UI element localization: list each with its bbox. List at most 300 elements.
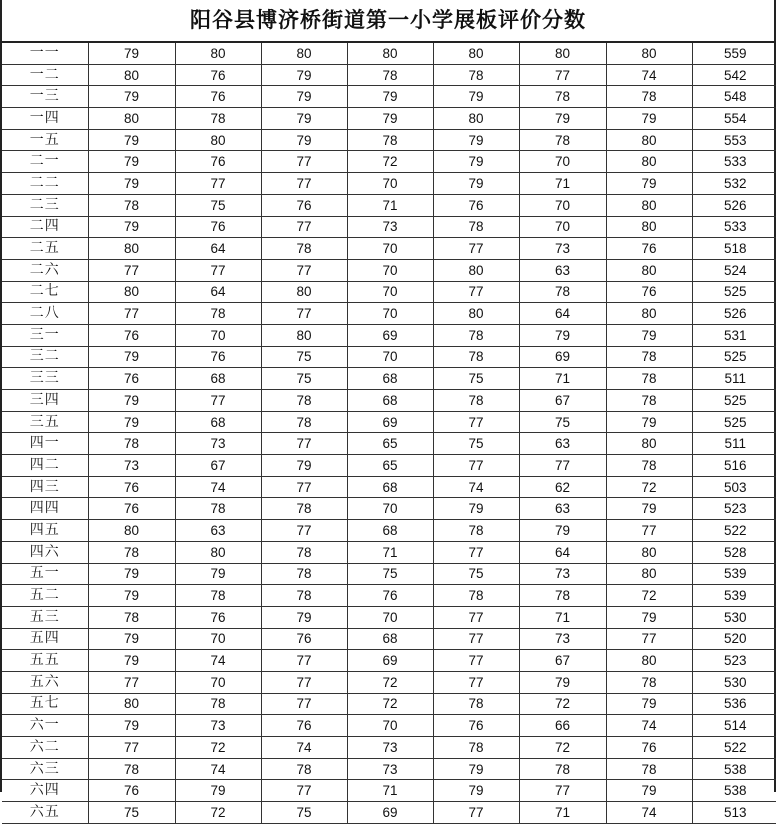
score-cell: 78: [519, 129, 606, 151]
score-cell: 78: [433, 520, 519, 542]
score-cell: 78: [261, 758, 347, 780]
table-row: [2, 411, 776, 433]
score-cell: 80: [88, 64, 175, 86]
score-cell: 74: [606, 64, 692, 86]
score-cell: 78: [519, 585, 606, 607]
table-row: [2, 43, 776, 64]
class-name-cell: 五六: [2, 671, 88, 693]
total-score-cell: 548: [692, 86, 776, 108]
class-name-cell: 二一: [2, 151, 88, 173]
total-score-cell: 559: [692, 43, 776, 64]
score-cell: 80: [433, 108, 519, 130]
score-cell: 74: [433, 476, 519, 498]
score-cell: 79: [88, 173, 175, 195]
score-cell: 72: [519, 737, 606, 759]
score-cell: 75: [261, 368, 347, 390]
total-score-cell: 530: [692, 606, 776, 628]
score-cell: 79: [88, 628, 175, 650]
score-cell: 79: [433, 498, 519, 520]
total-score-cell: 525: [692, 390, 776, 412]
score-cell: 79: [88, 86, 175, 108]
score-cell: 79: [606, 108, 692, 130]
table-row: [2, 585, 776, 607]
score-cell: 80: [433, 303, 519, 325]
score-cell: 69: [347, 324, 433, 346]
total-score-cell: 525: [692, 346, 776, 368]
table-row: [2, 758, 776, 780]
score-cell: 79: [606, 780, 692, 802]
score-cell: 79: [606, 498, 692, 520]
score-cell: 77: [261, 433, 347, 455]
total-score-cell: 554: [692, 108, 776, 130]
class-name-cell: 二二: [2, 173, 88, 195]
score-cell: 77: [261, 520, 347, 542]
table-row: [2, 541, 776, 563]
class-name-cell: 六三: [2, 758, 88, 780]
score-cell: 73: [347, 758, 433, 780]
score-cell: 70: [347, 238, 433, 260]
score-cell: 78: [175, 108, 261, 130]
class-name-cell: 四二: [2, 455, 88, 477]
score-cell: 70: [347, 281, 433, 303]
score-cell: 72: [519, 693, 606, 715]
score-cell: 79: [88, 411, 175, 433]
score-cell: 70: [347, 715, 433, 737]
score-cell: 77: [261, 693, 347, 715]
total-score-cell: 523: [692, 498, 776, 520]
class-name-cell: 三三: [2, 368, 88, 390]
score-cell: 80: [606, 650, 692, 672]
total-score-cell: 511: [692, 368, 776, 390]
score-cell: 80: [88, 281, 175, 303]
score-cell: 70: [175, 628, 261, 650]
table-row: [2, 129, 776, 151]
table-row: [2, 281, 776, 303]
table-row: [2, 780, 776, 802]
score-cell: 79: [88, 715, 175, 737]
score-cell: 78: [261, 238, 347, 260]
score-cell: 78: [175, 498, 261, 520]
score-cell: 77: [261, 476, 347, 498]
score-cell: 78: [175, 693, 261, 715]
class-name-cell: 一五: [2, 129, 88, 151]
score-cell: 78: [261, 411, 347, 433]
score-cell: 77: [433, 628, 519, 650]
table-row: [2, 173, 776, 195]
score-cell: 79: [606, 606, 692, 628]
score-cell: 78: [88, 606, 175, 628]
score-cell: 77: [433, 238, 519, 260]
score-cell: 74: [175, 650, 261, 672]
score-cell: 79: [519, 324, 606, 346]
score-cell: 80: [261, 281, 347, 303]
score-cell: 68: [175, 411, 261, 433]
table-row: [2, 628, 776, 650]
score-cell: 79: [347, 86, 433, 108]
score-cell: 77: [88, 737, 175, 759]
score-cell: 79: [88, 151, 175, 173]
score-cell: 64: [175, 281, 261, 303]
score-cell: 80: [88, 693, 175, 715]
score-cell: 68: [347, 520, 433, 542]
class-name-cell: 二三: [2, 194, 88, 216]
score-cell: 73: [519, 563, 606, 585]
score-cell: 78: [433, 216, 519, 238]
score-cell: 76: [88, 324, 175, 346]
score-cell: 64: [519, 303, 606, 325]
score-cell: 76: [261, 715, 347, 737]
score-cell: 73: [347, 737, 433, 759]
table-row: [2, 194, 776, 216]
score-cell: 70: [347, 606, 433, 628]
table-row: [2, 671, 776, 693]
total-score-cell: 520: [692, 628, 776, 650]
score-cell: 65: [347, 433, 433, 455]
score-cell: 79: [433, 129, 519, 151]
score-cell: 71: [347, 194, 433, 216]
score-cell: 80: [606, 43, 692, 64]
table-row: [2, 606, 776, 628]
score-cell: 78: [606, 86, 692, 108]
score-cell: 69: [347, 411, 433, 433]
class-name-cell: 二四: [2, 216, 88, 238]
score-cell: 75: [88, 802, 175, 824]
table-row: [2, 737, 776, 759]
score-cell: 70: [175, 671, 261, 693]
class-name-cell: 三二: [2, 346, 88, 368]
score-cell: 80: [606, 259, 692, 281]
score-cell: 77: [433, 650, 519, 672]
score-cell: 77: [433, 281, 519, 303]
total-score-cell: 539: [692, 563, 776, 585]
score-cell: 64: [175, 238, 261, 260]
score-cell: 77: [88, 671, 175, 693]
score-cell: 74: [261, 737, 347, 759]
score-cell: 75: [347, 563, 433, 585]
class-name-cell: 五一: [2, 563, 88, 585]
score-cell: 78: [88, 433, 175, 455]
score-cell: 77: [261, 650, 347, 672]
score-cell: 78: [175, 303, 261, 325]
score-cell: 79: [606, 411, 692, 433]
score-cell: 79: [88, 129, 175, 151]
score-cell: 79: [433, 780, 519, 802]
score-cell: 77: [261, 671, 347, 693]
score-cell: 73: [175, 715, 261, 737]
score-cell: 76: [175, 64, 261, 86]
score-cell: 76: [88, 476, 175, 498]
score-cell: 79: [88, 585, 175, 607]
score-cell: 77: [88, 259, 175, 281]
score-cell: 76: [88, 780, 175, 802]
table-row: [2, 216, 776, 238]
score-cell: 78: [261, 585, 347, 607]
total-score-cell: 539: [692, 585, 776, 607]
total-score-cell: 503: [692, 476, 776, 498]
score-cell: 73: [88, 455, 175, 477]
score-cell: 78: [433, 390, 519, 412]
table-row: [2, 390, 776, 412]
score-cell: 80: [88, 108, 175, 130]
score-cell: 67: [519, 650, 606, 672]
total-score-cell: 516: [692, 455, 776, 477]
class-name-cell: 五二: [2, 585, 88, 607]
score-cell: 79: [433, 173, 519, 195]
score-cell: 77: [433, 606, 519, 628]
class-name-cell: 三四: [2, 390, 88, 412]
total-score-cell: 542: [692, 64, 776, 86]
score-cell: 71: [519, 368, 606, 390]
score-cell: 76: [175, 346, 261, 368]
score-cell: 79: [606, 324, 692, 346]
score-cell: 79: [261, 606, 347, 628]
score-cell: 79: [175, 780, 261, 802]
score-cell: 69: [347, 650, 433, 672]
score-cell: 78: [347, 129, 433, 151]
class-name-cell: 二七: [2, 281, 88, 303]
score-cell: 70: [347, 259, 433, 281]
score-cell: 71: [519, 606, 606, 628]
total-score-cell: 524: [692, 259, 776, 281]
score-cell: 78: [261, 498, 347, 520]
class-name-cell: 四一: [2, 433, 88, 455]
score-cell: 77: [433, 411, 519, 433]
score-cell: 77: [261, 259, 347, 281]
score-cell: 70: [175, 324, 261, 346]
score-cell: 77: [261, 303, 347, 325]
table-row: [2, 346, 776, 368]
class-name-cell: 六二: [2, 737, 88, 759]
table-row: [2, 151, 776, 173]
score-cell: 76: [606, 737, 692, 759]
score-cell: 77: [433, 455, 519, 477]
total-score-cell: 528: [692, 541, 776, 563]
total-score-cell: 538: [692, 780, 776, 802]
score-cell: 63: [519, 498, 606, 520]
score-cell: 76: [261, 628, 347, 650]
score-cell: 66: [519, 715, 606, 737]
score-cell: 76: [606, 281, 692, 303]
score-cell: 63: [519, 433, 606, 455]
score-cell: 79: [88, 650, 175, 672]
score-cell: 80: [175, 129, 261, 151]
score-cell: 76: [261, 194, 347, 216]
score-cell: 79: [88, 216, 175, 238]
table-row: [2, 520, 776, 542]
score-cell: 72: [175, 737, 261, 759]
class-name-cell: 六一: [2, 715, 88, 737]
score-cell: 77: [606, 628, 692, 650]
score-cell: 75: [261, 802, 347, 824]
score-cell: 73: [519, 238, 606, 260]
score-cell: 79: [261, 108, 347, 130]
score-cell: 80: [606, 194, 692, 216]
score-cell: 78: [88, 194, 175, 216]
score-cell: 72: [347, 693, 433, 715]
score-cell: 67: [519, 390, 606, 412]
score-cell: 77: [175, 259, 261, 281]
score-cell: 73: [175, 433, 261, 455]
total-score-cell: 526: [692, 303, 776, 325]
score-cell: 79: [88, 563, 175, 585]
score-cell: 78: [175, 585, 261, 607]
score-cell: 79: [88, 43, 175, 64]
score-cell: 79: [175, 563, 261, 585]
class-name-cell: 五七: [2, 693, 88, 715]
score-cell: 78: [519, 86, 606, 108]
class-name-cell: 一一: [2, 43, 88, 64]
score-cell: 76: [347, 585, 433, 607]
score-cell: 80: [606, 303, 692, 325]
score-cell: 78: [347, 64, 433, 86]
score-cell: 76: [433, 715, 519, 737]
score-cell: 76: [88, 498, 175, 520]
score-cell: 79: [519, 520, 606, 542]
total-score-cell: 531: [692, 324, 776, 346]
score-cell: 77: [433, 802, 519, 824]
table-row: [2, 238, 776, 260]
score-cell: 79: [261, 86, 347, 108]
total-score-cell: 538: [692, 758, 776, 780]
total-score-cell: 530: [692, 671, 776, 693]
score-cell: 63: [519, 259, 606, 281]
total-score-cell: 526: [692, 194, 776, 216]
score-cell: 79: [261, 129, 347, 151]
score-cell: 77: [433, 671, 519, 693]
score-cell: 77: [261, 151, 347, 173]
score-cell: 70: [347, 346, 433, 368]
score-cell: 79: [433, 86, 519, 108]
score-cell: 68: [347, 390, 433, 412]
score-cell: 78: [261, 563, 347, 585]
score-cell: 71: [519, 173, 606, 195]
score-cell: 78: [606, 455, 692, 477]
score-cell: 78: [433, 64, 519, 86]
table-row: [2, 259, 776, 281]
score-cell: 78: [433, 346, 519, 368]
score-cell: 64: [519, 541, 606, 563]
score-cell: 79: [347, 108, 433, 130]
total-score-cell: 525: [692, 281, 776, 303]
class-name-cell: 一四: [2, 108, 88, 130]
class-name-cell: 二八: [2, 303, 88, 325]
score-cell: 76: [433, 194, 519, 216]
page-title: 阳谷县博济桥街道第一小学展板评价分数: [2, 0, 774, 43]
score-cell: 72: [347, 671, 433, 693]
table-row: [2, 650, 776, 672]
score-cell: 78: [433, 693, 519, 715]
score-cell: 71: [347, 541, 433, 563]
score-cell: 80: [606, 433, 692, 455]
score-cell: 70: [347, 303, 433, 325]
score-cell: 78: [433, 324, 519, 346]
total-score-cell: 513: [692, 802, 776, 824]
total-score-cell: 522: [692, 520, 776, 542]
table-row: [2, 693, 776, 715]
score-cell: 79: [606, 693, 692, 715]
score-cell: 70: [519, 151, 606, 173]
score-cell: 76: [88, 368, 175, 390]
score-cell: 75: [433, 563, 519, 585]
score-table: [2, 43, 776, 824]
score-cell: 76: [175, 606, 261, 628]
total-score-cell: 533: [692, 216, 776, 238]
class-name-cell: 六五: [2, 802, 88, 824]
table-row: [2, 108, 776, 130]
score-cell: 80: [175, 541, 261, 563]
class-name-cell: 三五: [2, 411, 88, 433]
score-cell: 72: [175, 802, 261, 824]
total-score-cell: 553: [692, 129, 776, 151]
score-cell: 67: [175, 455, 261, 477]
score-cell: 73: [347, 216, 433, 238]
score-cell: 75: [433, 433, 519, 455]
score-cell: 74: [175, 758, 261, 780]
score-cell: 80: [519, 43, 606, 64]
score-cell: 77: [261, 216, 347, 238]
score-cell: 65: [347, 455, 433, 477]
score-cell: 80: [261, 43, 347, 64]
score-cell: 79: [433, 151, 519, 173]
score-cell: 78: [433, 737, 519, 759]
score-cell: 71: [347, 780, 433, 802]
score-cell: 69: [519, 346, 606, 368]
score-cell: 77: [261, 780, 347, 802]
score-cell: 78: [519, 281, 606, 303]
score-cell: 76: [175, 216, 261, 238]
table-row: [2, 802, 776, 824]
class-name-cell: 四四: [2, 498, 88, 520]
score-cell: 80: [261, 324, 347, 346]
score-cell: 78: [606, 671, 692, 693]
score-cell: 72: [606, 476, 692, 498]
class-name-cell: 四五: [2, 520, 88, 542]
score-cell: 80: [606, 151, 692, 173]
score-cell: 77: [519, 64, 606, 86]
class-name-cell: 五三: [2, 606, 88, 628]
score-cell: 78: [261, 541, 347, 563]
total-score-cell: 522: [692, 737, 776, 759]
total-score-cell: 536: [692, 693, 776, 715]
class-name-cell: 三一: [2, 324, 88, 346]
score-cell: 77: [175, 173, 261, 195]
score-cell: 75: [433, 368, 519, 390]
class-name-cell: 六四: [2, 780, 88, 802]
score-cell: 77: [606, 520, 692, 542]
score-cell: 74: [606, 715, 692, 737]
total-score-cell: 523: [692, 650, 776, 672]
score-cell: 80: [606, 129, 692, 151]
table-row: [2, 455, 776, 477]
class-name-cell: 一三: [2, 86, 88, 108]
score-cell: 80: [433, 259, 519, 281]
table-row: [2, 324, 776, 346]
score-cell: 78: [433, 585, 519, 607]
score-cell: 71: [519, 802, 606, 824]
score-cell: 78: [88, 758, 175, 780]
table-row: [2, 368, 776, 390]
score-cell: 68: [175, 368, 261, 390]
score-cell: 80: [175, 43, 261, 64]
score-cell: 76: [175, 151, 261, 173]
score-cell: 78: [606, 346, 692, 368]
table-row: [2, 433, 776, 455]
score-cell: 74: [175, 476, 261, 498]
score-cell: 75: [261, 346, 347, 368]
class-name-cell: 一二: [2, 64, 88, 86]
score-cell: 62: [519, 476, 606, 498]
score-cell: 78: [606, 368, 692, 390]
